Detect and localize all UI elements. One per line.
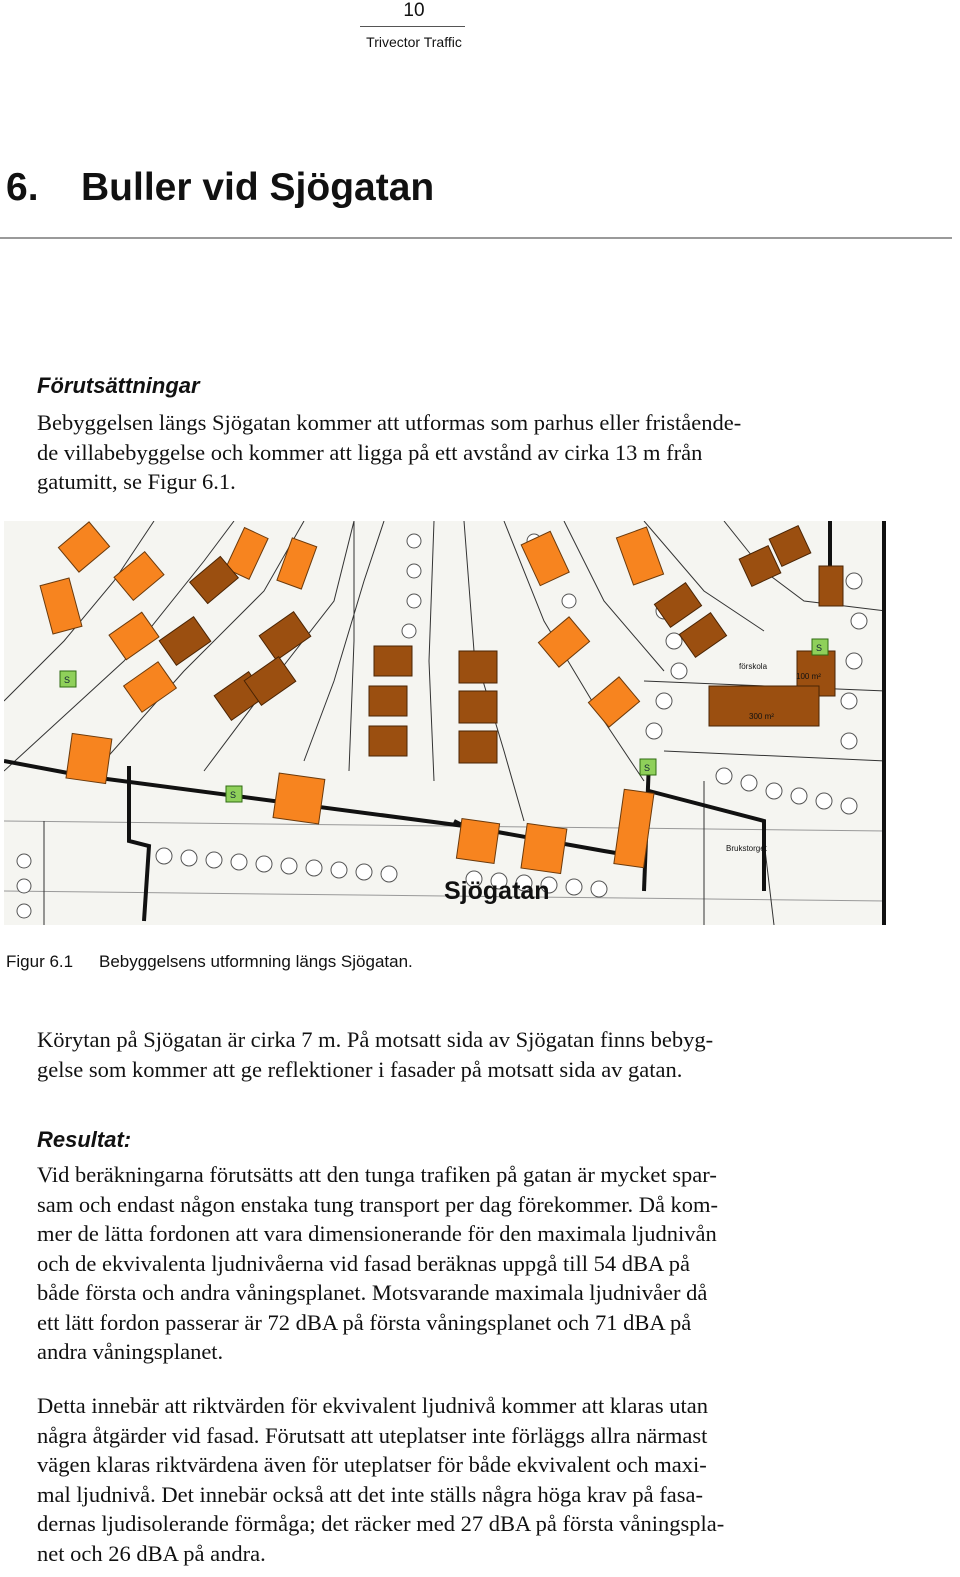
s-mark-label: S: [816, 643, 823, 653]
text-line: sam och endast någon enstaka tung transport per dag förekommer. Då kom-: [37, 1191, 719, 1217]
text-line: net och 26 dBA på andra.: [37, 1540, 266, 1566]
s-mark-label: S: [644, 763, 651, 773]
area-300-label: 300 m²: [749, 712, 774, 721]
section-heading-forutsattningar: Förutsättningar: [37, 373, 200, 398]
paragraph-resultat: [37, 1160, 823, 1367]
street-label: Sjögatan: [444, 877, 550, 905]
text-line: mer de lätta fordonen att vara dimensionerande för den maximala ljudnivån: [37, 1221, 717, 1246]
s-mark-label: S: [64, 675, 71, 685]
text-line: Körytan på Sjögatan är cirka 7 m. På motsatt sida av Sjögatan finns bebyg-: [37, 1027, 714, 1052]
text-line: några åtgärder vid fasad. Förutsatt att uteplatser inte förläggs allra närmast: [37, 1422, 708, 1448]
brukstorget-label: Brukstorget: [726, 844, 767, 853]
text-line: de villabebyggelse och kommer att ligga på ett avstånd av cirka 13 m från: [37, 439, 703, 465]
figure-caption-text: Bebyggelsens utformning längs Sjögatan.: [99, 952, 413, 971]
text-line: Vid beräkningarna förutsätts att den tunga trafiken på gatan är mycket spar-: [37, 1162, 717, 1187]
chapter-divider: [0, 237, 952, 239]
chapter-number: 6.: [6, 166, 39, 209]
text-line: gatumitt, se Figur 6.1.: [37, 469, 236, 494]
text-line: vägen klaras riktvärdena även för uteplatser för både ekvivalent och maxi-: [37, 1452, 707, 1477]
site-plan-figure: [4, 521, 886, 925]
text-line: både första och andra våningsplanet. Motsvarande maximala ljudnivåer då: [37, 1280, 708, 1305]
paragraph-korytan: [37, 1025, 823, 1084]
area-100-label: 100 m²: [796, 672, 821, 681]
paragraph-slutsats: [37, 1391, 823, 1568]
chapter-heading: [6, 166, 434, 210]
page-number: 10: [403, 0, 425, 21]
text-line: andra våningsplanet.: [37, 1339, 224, 1364]
forskola-label: förskola: [739, 662, 768, 671]
figure-caption-label: Figur 6.1: [6, 952, 74, 971]
text-line: ett lätt fordon passerar är 72 dBA på första våningsplanet och 71 dBA på: [37, 1309, 692, 1335]
text-line: dernas ljudisolerande förmåga; det räcker med 27 dBA på första våningspla-: [37, 1511, 725, 1536]
text-line: gelse som kommer att ge reflektioner i fasader på motsatt sida av gatan.: [37, 1056, 683, 1082]
chapter-title: Buller vid Sjögatan: [81, 166, 435, 209]
paragraph-forutsattningar: [37, 408, 823, 497]
text-line: Bebyggelsen längs Sjögatan kommer att utformas som parhus eller fristående-: [37, 410, 742, 435]
text-line: och de ekvivalenta ljudnivåerna vid fasad beräknas uppgå till 54 dBA på: [37, 1250, 690, 1276]
text-line: mal ljudnivå. Det innebär också att det inte ställs några höga krav på fasa-: [37, 1481, 704, 1507]
text-line: Detta innebär att riktvärden för ekvivalent ljudnivå kommer att klaras utan: [37, 1393, 709, 1418]
header-divider: [360, 26, 465, 27]
s-mark-label: S: [230, 790, 237, 800]
company-name: Trivector Traffic: [366, 34, 462, 50]
section-heading-resultat: Resultat:: [37, 1127, 132, 1152]
